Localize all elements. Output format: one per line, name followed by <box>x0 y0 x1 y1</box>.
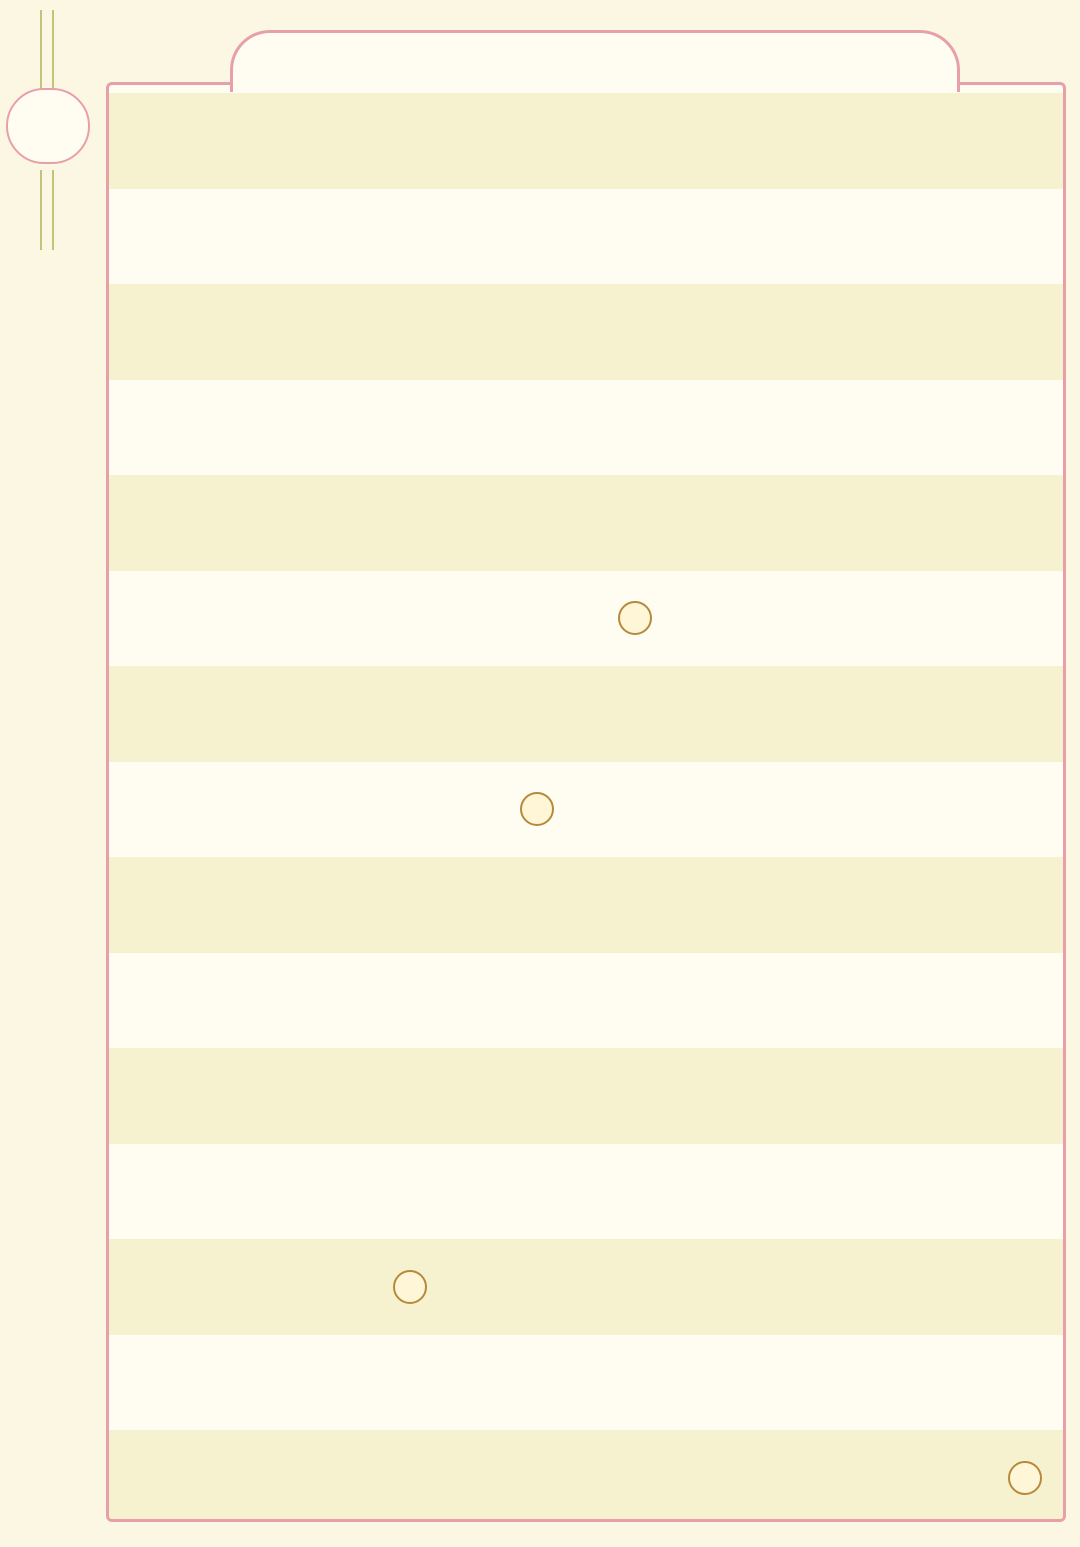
word-cell <box>712 762 752 858</box>
verse-row <box>109 571 1063 667</box>
word-cell <box>859 1144 899 1240</box>
word-cell <box>127 1144 167 1240</box>
word-cell <box>252 1048 292 1144</box>
word-cell <box>390 953 430 1049</box>
word-cell <box>907 1430 947 1522</box>
verse-row <box>109 284 1063 380</box>
word-cell <box>478 953 518 1049</box>
word-cell <box>907 666 947 762</box>
word-cell <box>754 189 794 285</box>
word-cell <box>1005 1144 1045 1240</box>
word-cell <box>654 1239 694 1335</box>
word-cell <box>478 1239 518 1335</box>
word-cell <box>907 857 947 953</box>
word-cell <box>322 93 362 189</box>
word-cell <box>615 475 655 571</box>
word-cell <box>322 762 362 858</box>
word-cell <box>712 93 752 189</box>
word-cell <box>127 953 167 1049</box>
verse-number-marker <box>390 1239 430 1335</box>
verse-row <box>109 857 1063 953</box>
word-cell <box>322 1430 362 1522</box>
word-cell <box>420 571 460 667</box>
word-cell <box>322 475 362 571</box>
word-cell <box>907 93 947 189</box>
word-cell <box>215 1239 255 1335</box>
word-cell <box>225 475 265 571</box>
verse-row <box>109 666 1063 762</box>
word-cell <box>615 857 655 953</box>
word-cell <box>629 189 669 285</box>
word-cell <box>378 284 418 380</box>
word-cell <box>907 571 947 667</box>
word-cell <box>1005 953 1045 1049</box>
word-cell <box>420 1144 460 1240</box>
word-cell <box>127 857 167 953</box>
word-cell <box>1005 93 1045 189</box>
verse-row <box>109 1335 1063 1431</box>
verse-number-rosette-icon <box>1008 1461 1042 1495</box>
word-cell <box>880 1048 920 1144</box>
word-cell <box>273 380 313 476</box>
word-cell <box>225 1430 265 1522</box>
word-cell <box>225 857 265 953</box>
word-cell <box>127 1430 167 1522</box>
word-cell <box>225 571 265 667</box>
word-cell <box>517 571 557 667</box>
word-cell <box>225 666 265 762</box>
word-cell <box>712 571 752 667</box>
word-cell <box>127 1048 167 1144</box>
word-cell <box>615 93 655 189</box>
word-cell <box>810 666 850 762</box>
verse-number-marker <box>1005 1430 1045 1522</box>
word-cell <box>420 93 460 189</box>
word-cell <box>503 189 543 285</box>
word-cell <box>252 1335 292 1431</box>
word-cell <box>712 380 752 476</box>
word-cell <box>517 857 557 953</box>
word-cell <box>127 93 167 189</box>
word-cell <box>917 1239 957 1335</box>
word-cell <box>810 475 850 571</box>
word-cell <box>303 953 343 1049</box>
word-cell <box>629 1335 669 1431</box>
word-cell <box>127 380 167 476</box>
ornament-vine-icon <box>40 10 54 90</box>
word-cell <box>127 762 167 858</box>
word-cell <box>127 666 167 762</box>
word-cell <box>322 857 362 953</box>
word-cell <box>742 1239 782 1335</box>
word-cell <box>1005 571 1045 667</box>
word-cell <box>880 189 920 285</box>
word-cell <box>712 1430 752 1522</box>
word-cell <box>420 380 460 476</box>
word-cell <box>629 1048 669 1144</box>
verse-row <box>109 380 1063 476</box>
word-cell <box>127 1335 167 1431</box>
word-cell <box>829 953 869 1049</box>
word-cell <box>1005 380 1045 476</box>
word-cell <box>1005 666 1045 762</box>
word-cell <box>225 93 265 189</box>
word-cell <box>1005 1239 1045 1335</box>
word-cell <box>420 762 460 858</box>
verse-row <box>109 1239 1063 1335</box>
word-cell <box>754 1048 794 1144</box>
verse-row <box>109 189 1063 285</box>
word-cell <box>303 1239 343 1335</box>
word-cell <box>378 189 418 285</box>
verse-row <box>109 475 1063 571</box>
verse-row <box>109 1430 1063 1522</box>
word-cell <box>517 1430 557 1522</box>
word-cell <box>1005 857 1045 953</box>
word-cell <box>654 953 694 1049</box>
word-cell <box>907 475 947 571</box>
word-cell <box>810 1430 850 1522</box>
word-cell <box>712 666 752 762</box>
word-cell <box>1005 1048 1045 1144</box>
word-cell <box>127 571 167 667</box>
word-cell <box>273 1144 313 1240</box>
ornament-vine-icon <box>40 170 54 250</box>
word-cell <box>1005 284 1045 380</box>
verse-number-rosette-icon <box>618 601 652 635</box>
word-cell <box>127 189 167 285</box>
word-cell <box>127 475 167 571</box>
word-cell <box>629 284 669 380</box>
word-cell <box>127 284 167 380</box>
word-cell <box>880 284 920 380</box>
verse-number-marker <box>615 571 655 667</box>
verse-number-rosette-icon <box>520 792 554 826</box>
header-surah-label <box>250 54 420 76</box>
word-cell <box>322 571 362 667</box>
word-cell <box>810 571 850 667</box>
word-cell <box>517 666 557 762</box>
word-cell <box>1005 189 1045 285</box>
word-cell <box>215 953 255 1049</box>
word-cell <box>378 1335 418 1431</box>
word-cell <box>810 762 850 858</box>
word-cell <box>615 1430 655 1522</box>
verse-row <box>109 762 1063 858</box>
word-cell <box>880 1335 920 1431</box>
word-cell <box>712 475 752 571</box>
word-cell <box>1005 1335 1045 1431</box>
word-cell <box>917 953 957 1049</box>
word-cell <box>859 380 899 476</box>
word-cell <box>420 475 460 571</box>
word-cell <box>517 475 557 571</box>
word-cell <box>810 857 850 953</box>
word-cell <box>1005 762 1045 858</box>
word-cell <box>517 93 557 189</box>
word-cell <box>378 1048 418 1144</box>
word-cell <box>252 189 292 285</box>
word-cell <box>420 1430 460 1522</box>
word-cell <box>127 1239 167 1335</box>
verse-rows <box>109 93 1063 1522</box>
header-page-number <box>520 54 600 76</box>
word-cell <box>742 953 782 1049</box>
word-cell <box>420 857 460 953</box>
word-cell <box>566 953 606 1049</box>
word-cell <box>712 1144 752 1240</box>
word-cell <box>810 93 850 189</box>
header-juz-label <box>760 54 900 76</box>
word-cell <box>754 284 794 380</box>
word-cell <box>615 762 655 858</box>
word-cell <box>252 284 292 380</box>
word-cell <box>566 1239 606 1335</box>
page-frame <box>106 82 1066 1522</box>
word-cell <box>1005 475 1045 571</box>
verse-number-marker <box>517 762 557 858</box>
word-cell <box>566 1144 606 1240</box>
word-cell <box>225 762 265 858</box>
word-cell <box>503 1048 543 1144</box>
verse-row <box>109 93 1063 189</box>
verse-row <box>109 953 1063 1049</box>
word-cell <box>754 1335 794 1431</box>
word-cell <box>712 857 752 953</box>
word-cell <box>322 666 362 762</box>
verse-row <box>109 1144 1063 1240</box>
word-cell <box>503 284 543 380</box>
word-cell <box>907 762 947 858</box>
word-cell <box>503 1335 543 1431</box>
verse-row <box>109 1048 1063 1144</box>
word-cell <box>566 380 606 476</box>
verse-number-rosette-icon <box>393 1270 427 1304</box>
word-cell <box>420 666 460 762</box>
word-cell <box>829 1239 869 1335</box>
word-cell <box>615 666 655 762</box>
margin-note <box>6 88 90 164</box>
